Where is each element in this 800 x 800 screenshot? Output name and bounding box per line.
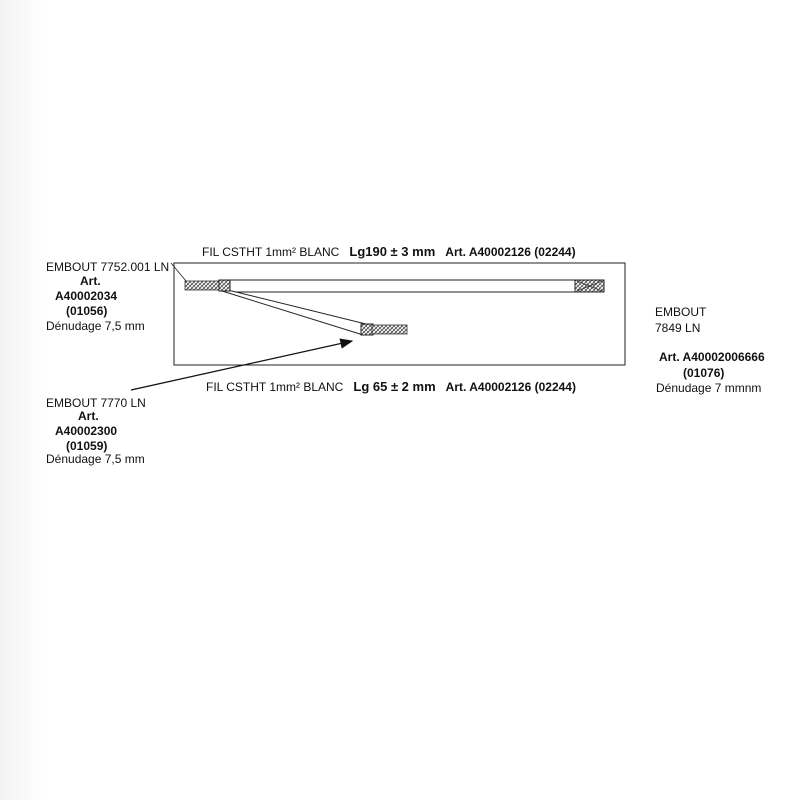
lower-terminal-strip: Dénudage 7,5 mm xyxy=(46,452,145,466)
lower-terminal-sleeve xyxy=(361,324,373,335)
lower-wire-strip xyxy=(372,325,407,334)
left-terminal-name: EMBOUT 7752.001 LN xyxy=(46,260,170,274)
left-terminal-code: (01056) xyxy=(66,304,108,318)
right-terminal-name-1: EMBOUT xyxy=(655,305,707,319)
bottom-wire-article: Art. A40002126 (02244) xyxy=(445,380,576,394)
short-wire-body xyxy=(222,291,370,334)
right-terminal-strip: Dénudage 7 mmnm xyxy=(656,381,762,395)
top-wire-article: Art. A40002126 (02244) xyxy=(445,245,576,259)
lower-terminal-name: EMBOUT 7770 LN xyxy=(46,396,146,410)
top-wire-label xyxy=(202,245,576,259)
left-terminal-art-label: Art. xyxy=(80,274,101,288)
bottom-wire-prefix: FIL CSTHT 1mm² BLANC xyxy=(206,380,344,394)
lower-terminal-code: (01059) xyxy=(66,439,108,453)
top-wire-prefix: FIL CSTHT 1mm² BLANC xyxy=(202,245,340,259)
left-label-leader xyxy=(171,263,186,281)
bottom-wire-length: Lg 65 ± 2 mm xyxy=(353,379,436,394)
lower-terminal-art-label: Art. xyxy=(78,409,99,423)
right-terminal-code: (01076) xyxy=(683,366,725,380)
bottom-wire-label xyxy=(206,380,576,394)
left-wire-strip xyxy=(185,281,220,290)
right-terminal-article: Art. A40002006666 xyxy=(659,350,765,364)
frame-box xyxy=(174,263,625,365)
right-terminal-name-2: 7849 LN xyxy=(655,321,701,335)
left-terminal-strip: Dénudage 7,5 mm xyxy=(46,319,145,333)
left-terminal-sleeve xyxy=(219,280,230,291)
lower-terminal-article: A40002300 xyxy=(55,424,118,438)
left-terminal-article: A40002034 xyxy=(55,289,118,303)
top-wire-length: Lg190 ± 3 mm xyxy=(349,244,436,259)
top-wire-body xyxy=(229,280,575,292)
